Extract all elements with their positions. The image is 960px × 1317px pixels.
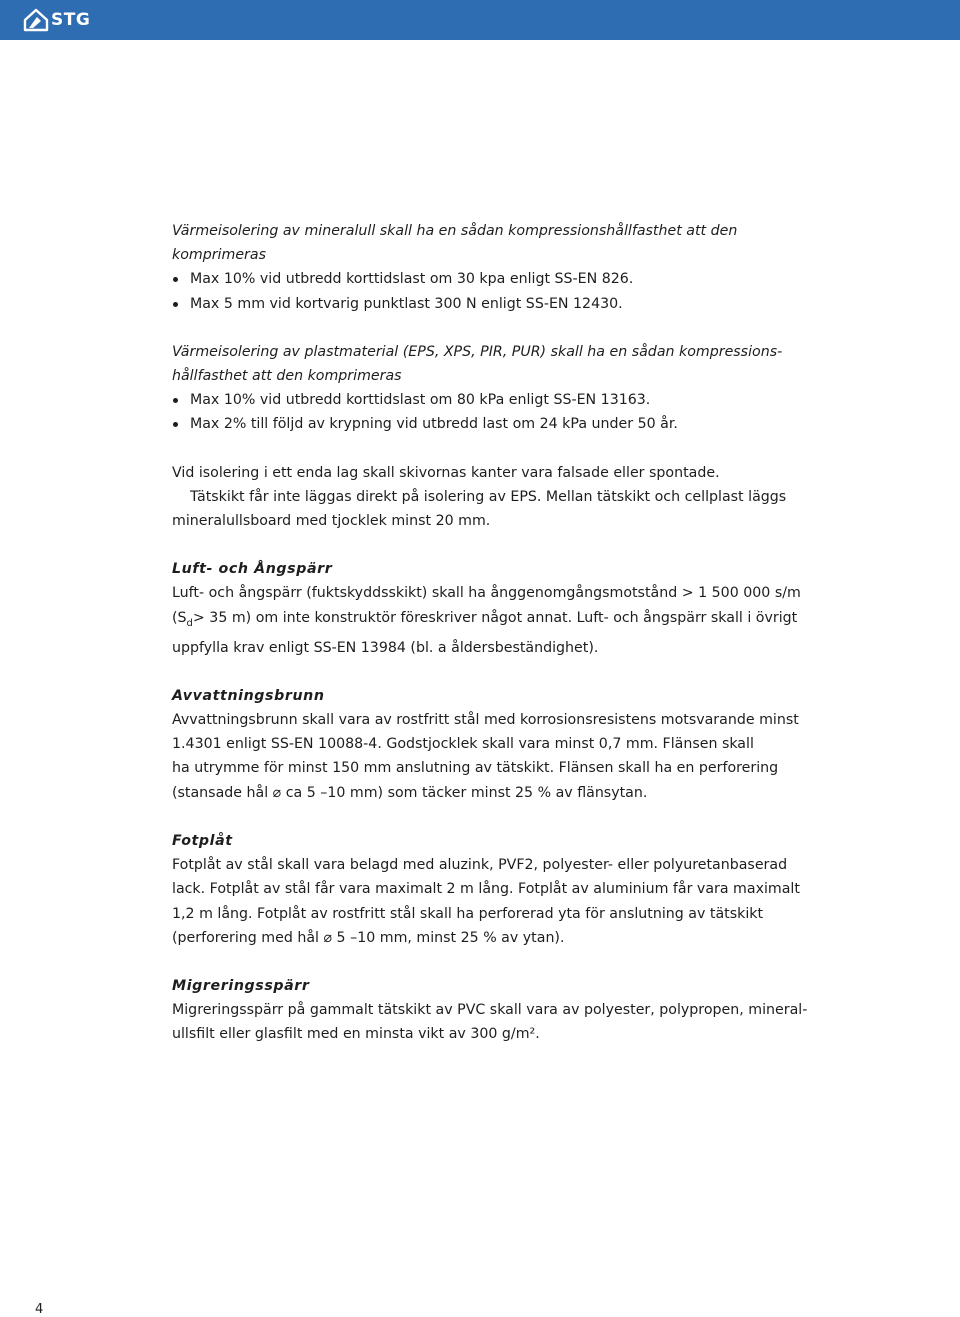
avvattning-line3: ha utrymme för minst 150 mm anslutning av tätskikt. Flänsen skall ha en perforering xyxy=(172,760,779,777)
logo-text: STG xyxy=(51,10,91,30)
avvattning-heading: Avvattningsbrunn xyxy=(172,687,325,704)
luft-line2 xyxy=(172,606,812,636)
avvattning-line2: 1.4301 enligt SS-EN 10088-4. Godstjocklek skall vara minst 0,7 mm. Flänsen skall xyxy=(172,736,754,753)
plastic-intro-line2: hållfasthet att den komprimeras xyxy=(172,368,402,385)
avvattning-line1: Avvattningsbrunn skall vara av rostfritt stål med korrosionsresistens motsvarande minst xyxy=(172,712,799,729)
house-logo-icon xyxy=(23,8,49,32)
mineral-intro: Värmeisolering av mineralull skall ha en sådan kompressionshållfasthet att den komprimeras xyxy=(172,223,738,264)
fotplat-line3: 1,2 m lång. Fotplåt av rostfritt stål skall ha perforerad yta för anslutning av tätskikt xyxy=(172,905,764,922)
mineral-list xyxy=(172,267,812,315)
notes-line1: Vid isolering i ett enda lag skall skivornas kanter vara falsade eller spontade. xyxy=(172,464,720,481)
header-bar xyxy=(0,0,960,40)
page-number: 4 xyxy=(35,1302,44,1317)
luft-heading: Luft- och Ångspärr xyxy=(172,561,333,578)
migrering-line2: ullsfilt eller glasfilt med en minsta vikt av 300 g/m². xyxy=(172,1026,540,1043)
plastic-list xyxy=(172,388,812,436)
notes-line2: Tätskikt får inte läggas direkt på isolering av EPS. Mellan tätskikt och cellplast läggs xyxy=(190,488,787,505)
fotplat-line1: Fotplåt av stål skall vara belagd med aluzink, PVF2, polyester- eller polyuretanbaserad xyxy=(172,857,788,874)
luft-subscript: d xyxy=(186,617,193,629)
migrering-heading: Migreringsspärr xyxy=(172,977,310,994)
list-item: Max 5 mm vid kortvarig punktlast 300 N enligt SS-EN 12430. xyxy=(172,292,812,316)
list-item: Max 2% till följd av krypning vid utbredd last om 24 kPa under 50 år. xyxy=(172,412,812,436)
list-item: Max 10% vid utbredd korttidslast om 80 kPa enligt SS-EN 13163. xyxy=(172,388,812,412)
list-item: Max 10% vid utbredd korttidslast om 30 kpa enligt SS-EN 826. xyxy=(172,267,812,291)
luft-line2-a: (S xyxy=(172,609,187,626)
fotplat-line2: lack. Fotplåt av stål får vara maximalt 2 m lång. Fotplåt av aluminium får vara maximalt xyxy=(172,881,800,898)
fotplat-heading: Fotplåt xyxy=(172,832,233,849)
plastic-intro-line1: Värmeisolering av plastmaterial (EPS, XPS, PIR, PUR) skall ha en sådan kompressions- xyxy=(172,343,783,360)
notes-line3: mineralullsboard med tjocklek minst 20 mm. xyxy=(172,513,491,530)
document-body xyxy=(172,219,812,1047)
avvattning-line4: (stansade hål ⌀ ca 5 –10 mm) som täcker minst 25 % av flänsytan. xyxy=(172,784,648,801)
luft-line3: uppfylla krav enligt SS-EN 13984 (bl. a åldersbeständighet). xyxy=(172,639,599,656)
luft-line2-b: > 35 m) om inte konstruktör föreskriver något annat. Luft- och ångspärr skall i övrigt xyxy=(192,609,798,626)
migrering-line1: Migreringsspärr på gammalt tätskikt av PVC skall vara av polyester, polypropen, mineral- xyxy=(172,1002,808,1019)
luft-line1: Luft- och ångspärr (fuktskyddsskikt) skall ha ånggenomgångsmotstånd > 1 500 000 s/m xyxy=(172,585,801,602)
fotplat-line4: (perforering med hål ⌀ 5 –10 mm, minst 25 % av ytan). xyxy=(172,929,565,946)
stg-logo[interactable] xyxy=(23,5,90,35)
